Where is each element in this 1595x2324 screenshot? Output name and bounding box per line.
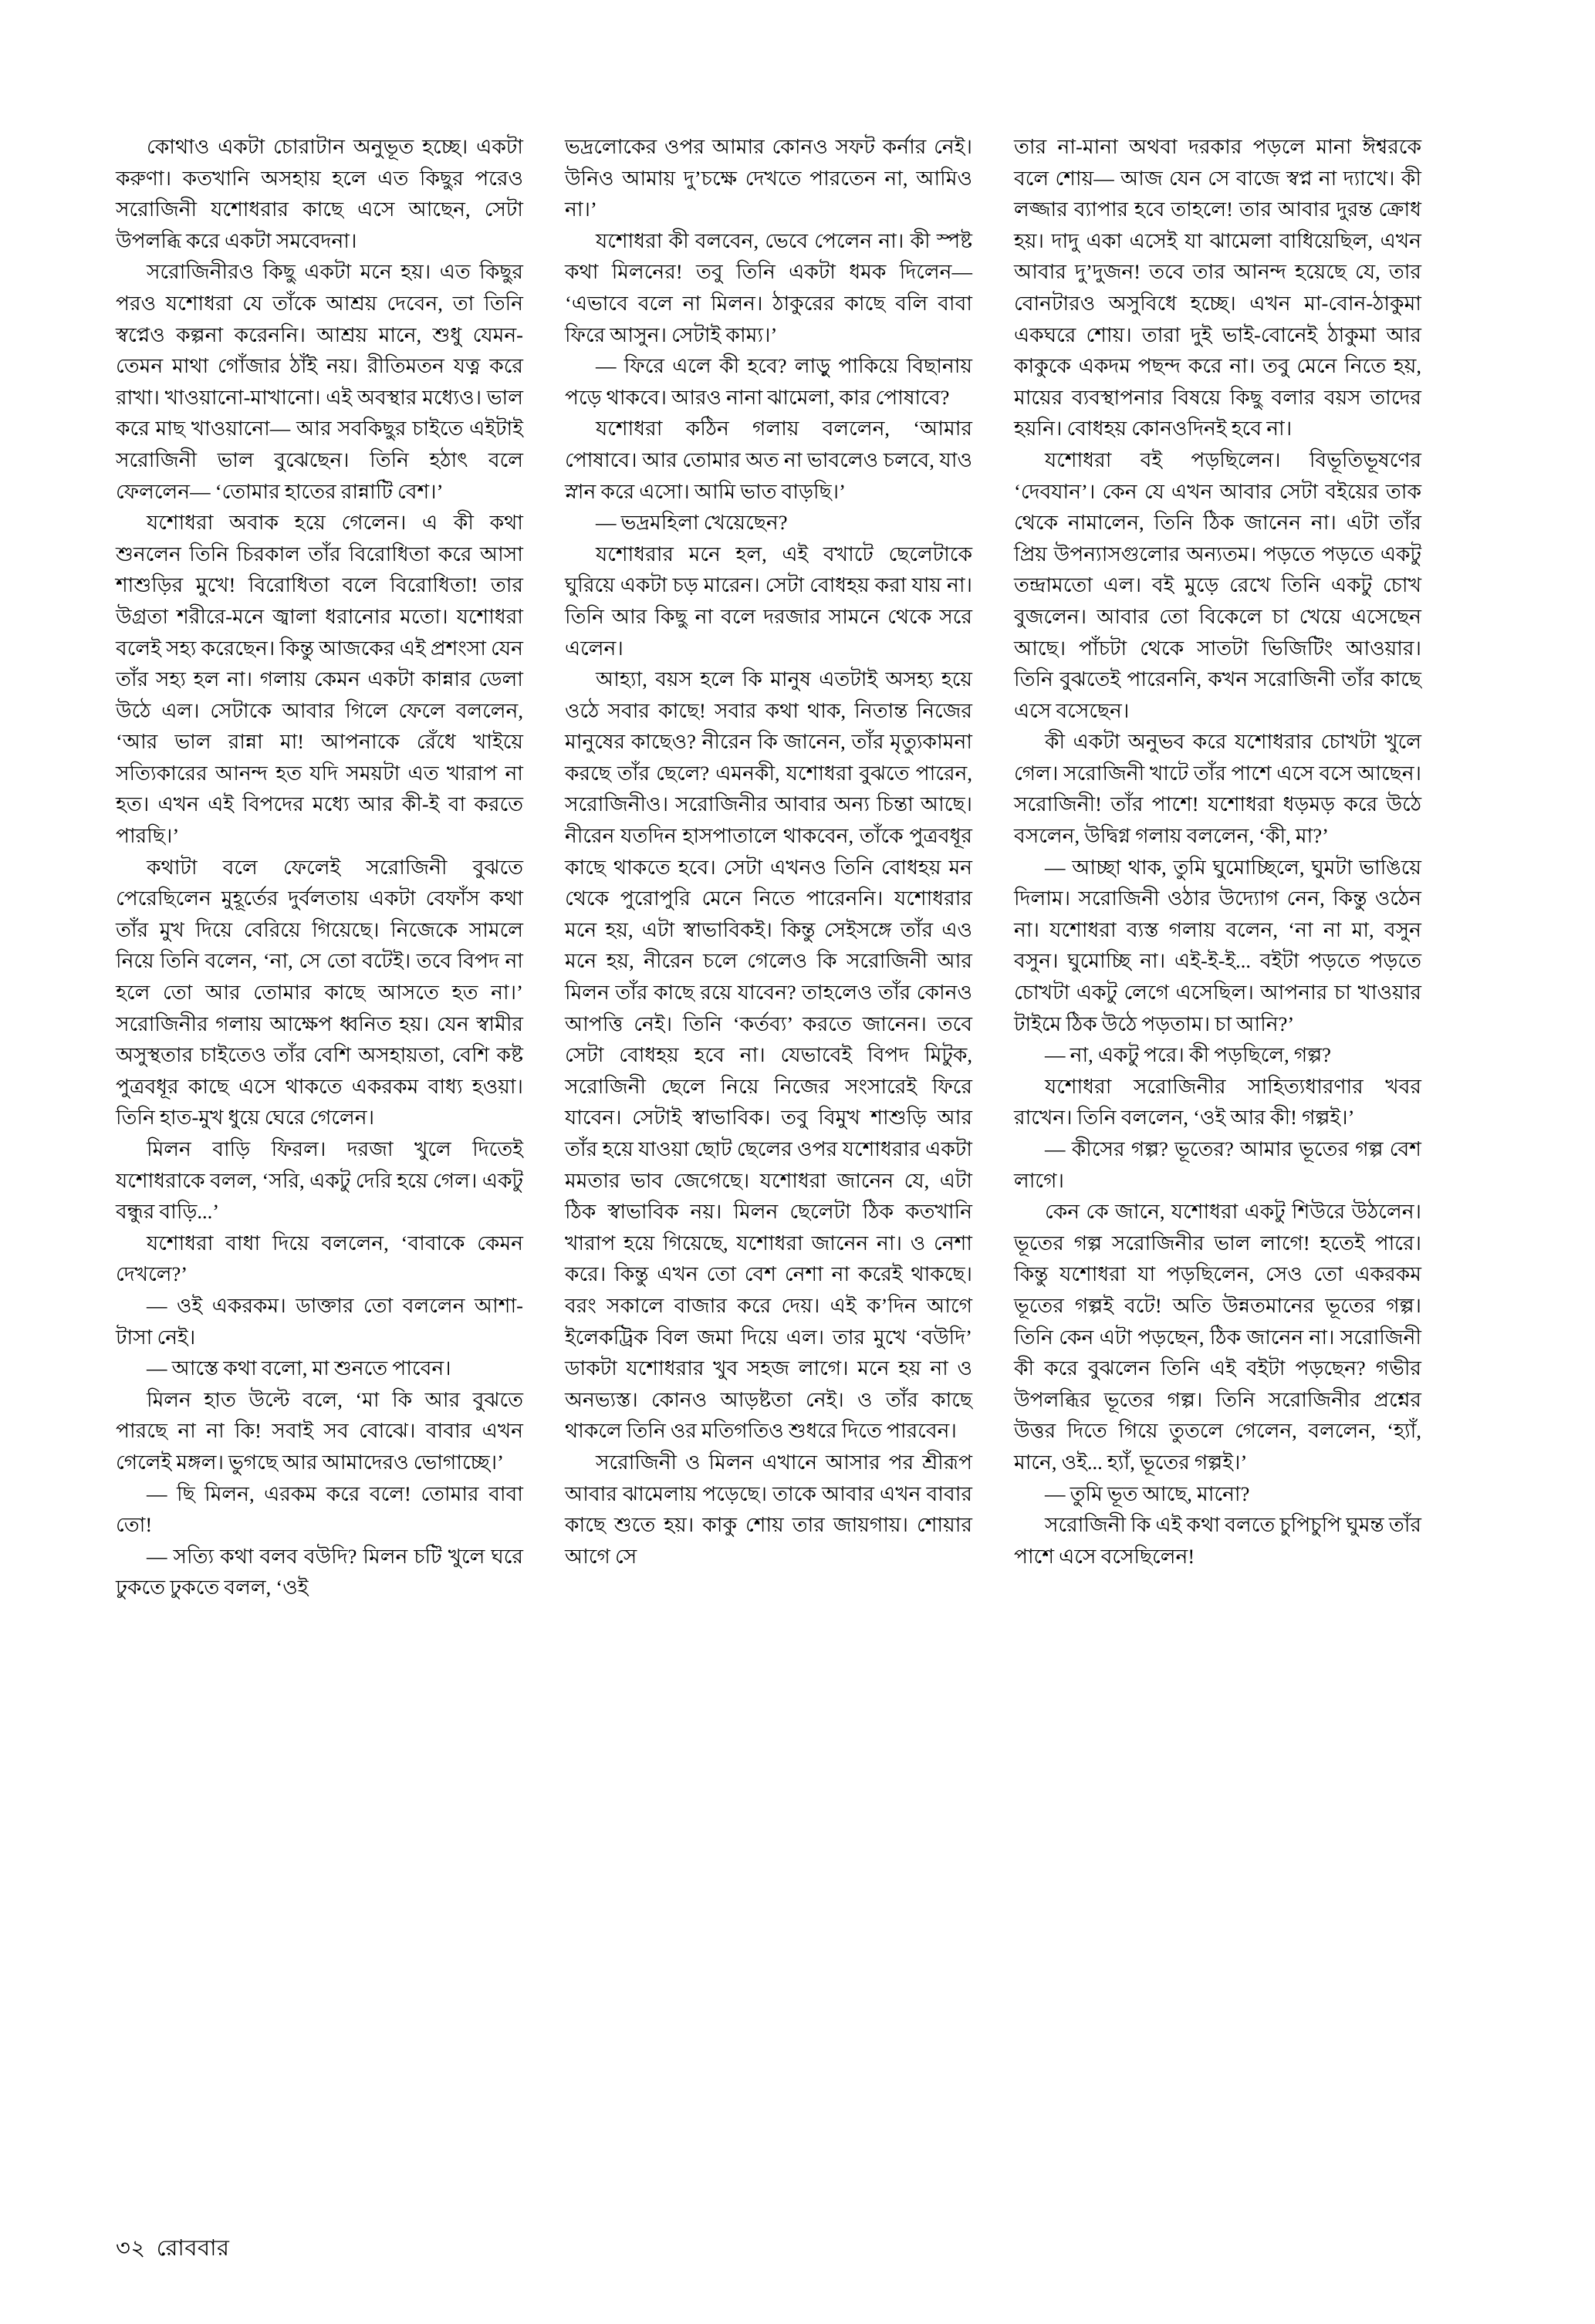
paragraph: সরোজিনী কি এই কথা বলতে চুপিচুপি ঘুমন্ত তাঁর পাশে এসে বসেছিলেন!	[1014, 1513, 1421, 1568]
column-1	[116, 131, 523, 2130]
paragraph: কী একটা অনুভব করে যশোধরার চোখটা খুলে গেল। সরোজিনী খাটে তাঁর পাশে এসে বসে আছেন। সরোজিনী! তাঁর পাশে! যশোধরা ধড়মড় করে উঠে বসলেন, উদ্বিগ্ন গলায় বললেন, ‘কী, মা?’	[1014, 730, 1421, 848]
paragraph-dialogue: — ছি মিলন, এরকম করে বলে! তোমার বাবা তো!	[116, 1481, 523, 1537]
column-2	[565, 131, 972, 2130]
paragraph-dialogue: — সত্যি কথা বলব বউদি? মিলন চটি খুলে ঘরে ঢুকতে ঢুকতে বলল, ‘ওই	[116, 1544, 523, 1599]
paragraph-dialogue: — তুমি ভূত আছে, মানো?	[1045, 1481, 1250, 1505]
paragraph: কেন কে জানে, যশোধরা একটু শিউরে উঠলেন। ভূতের গল্প সরোজিনীর ভাল লাগে! হতেই পারে। কিন্তু যশোধরা যা পড়ছিলেন, সেও তো একরকম ভূতের গল্পই বটে! অতি উন্নতমানের ভূতের গল্প। তিনি কেন এটা পড়ছেন, ঠিক জানেন না। সরোজিনী কী করে বুঝলেন তিনি এই বইটা পড়ছেন? গভীর উপলব্ধির ভূতের গল্প। তিনি সরোজিনীর প্রশ্নের উত্তর দিতে গিয়ে তুতলে গেলেন, বললেন, ‘হ্যাঁ, মানে, ওই... হ্যাঁ, ভূতের গল্পই।’	[1014, 1200, 1421, 1474]
paragraph: মিলন হাত উল্টে বলে, ‘মা কি আর বুঝতে পারছে না না কি! সবাই সব বোঝে। বাবার এখন গেলেই মঙ্গল। ভুগছে আর আমাদেরও ভোগাচ্ছে।’	[116, 1387, 523, 1474]
paragraph-dialogue: — ভদ্রমহিলা খেয়েছেন?	[596, 511, 788, 535]
page-footer	[116, 2231, 230, 2268]
publication-name: রোববার	[156, 2236, 230, 2261]
column-3	[1014, 131, 1421, 2130]
paragraph: কোথাও একটা চোরাটান অনুভূত হচ্ছে। একটা করুণা। কতখানি অসহায় হলে এত কিছুর পরেও সরোজিনী যশোধরার কাছে এসে আছেন, সেটা উপলব্ধি করে একটা সমবেদনা।	[116, 135, 523, 252]
paragraph: যশোধরার মনে হল, এই বখাটে ছেলেটাকে ঘুরিয়ে একটা চড় মারেন। সেটা বোধহয় করা যায় না। তিনি আর কিছু না বলে দরজার সামনে থেকে সরে এলেন।	[565, 542, 972, 660]
page-number: ৩২	[116, 2236, 146, 2261]
paragraph: যশোধরা বই পড়ছিলেন। বিভূতিভূষণের ‘দেবযান’। কেন যে এখন আবার সেটা বইয়ের তাক থেকে নামালেন, তিনি ঠিক জানেন না। এটা তাঁর প্রিয় উপন্যাসগুলোর অন্যতম। পড়তে পড়তে একটু তন্দ্রামতো এল। বই মুড়ে রেখে তিনি একটু চোখ বুজলেন। আবার তো বিকেলে চা খেয়ে এসেছেন আছে। পাঁচটা থেকে সাতটা ভিজিটিং আওয়ার। তিনি বুঝতেই পারেননি, কখন সরোজিনী তাঁর কাছে এসে বসেছেন।	[1014, 448, 1421, 722]
paragraph: সরোজিনীরও কিছু একটা মনে হয়। এত কিছুর পরও যশোধরা যে তাঁকে আশ্রয় দেবেন, তা তিনি স্বপ্নেও কল্পনা করেননি। আশ্রয় মানে, শুধু যেমন-তেমন মাথা গোঁজার ঠাঁই নয়। রীতিমতন যত্ন করে রাখা। খাওয়ানো-মাখানো। এই অবস্থার মধ্যেও। ভাল করে মাছ খাওয়ানো— আর সবকিছুর চাইতে এইটাই সরোজিনী ভাল বুঝেছেন। তিনি হঠাৎ বলে ফেললেন— ‘তোমার হাতের রান্নাটি বেশ।’	[116, 260, 523, 503]
paragraph-dialogue: — না, একটু পরে। কী পড়ছিলে, গল্প?	[1045, 1043, 1331, 1067]
paragraph: তার না-মানা অথবা দরকার পড়লে মানা ঈশ্বরকে বলে শোয়— আজ যেন সে বাজে স্বপ্ন না দ্যাখে। কী লজ্জার ব্যাপার হবে তাহলে! তার আবার দুরন্ত ক্রোধ হয়। দাদু একা এসেই যা ঝামেলা বাধিয়েছিল, এখন আবার দু’দুজন! তবে তার আনন্দ হয়েছে যে, তার বোনটারও অসুবিধে হচ্ছে। এখন মা-বোন-ঠাকুমা একঘরে শোয়। তারা দুই ভাই-বোনেই ঠাকুমা আর কাকুকে একদম পছন্দ করে না। তবু মেনে নিতে হয়, মায়ের ব্যবস্থাপনার বিষয়ে কিছু বলার বয়স তাদের হয়নি। বোধহয় কোনওদিনই হবে না।	[1014, 135, 1421, 441]
paragraph-dialogue: — ওই একরকম। ডাক্তার তো বললেন আশা-টাসা নেই।	[116, 1293, 523, 1349]
paragraph: ভদ্রলোকের ওপর আমার কোনও সফট কর্নার নেই। উনিও আমায় দু’চক্ষে দেখতে পারতেন না, আমিও না।’	[565, 135, 972, 221]
paragraph: মিলন বাড়ি ফিরল। দরজা খুলে দিতেই যশোধরাকে বলল, ‘সরি, একটু দেরি হয়ে গেল। একটু বন্ধুর বাড়ি...’	[116, 1137, 523, 1224]
paragraph-dialogue: — কীসের গল্প? ভূতের? আমার ভূতের গল্প বেশ লাগে।	[1014, 1137, 1421, 1192]
paragraph: যশোধরা সরোজিনীর সাহিত্যধারণার খবর রাখেন। তিনি বললেন, ‘ওই আর কী! গল্পই।’	[1014, 1074, 1421, 1130]
paragraph: যশোধরা বাধা দিয়ে বললেন, ‘বাবাকে কেমন দেখলে?’	[116, 1231, 523, 1286]
paragraph: আহ্যা, বয়স হলে কি মানুষ এতটাই অসহ্য হয়ে ওঠে সবার কাছে! সবার কথা থাক, নিতান্ত নিজের মানুষের কাছেও? নীরেন কি জানেন, তাঁর মৃত্যুকামনা করছে তাঁর ছেলে? এমনকী, যশোধরা বুঝতে পারেন, সরোজিনীও। সরোজিনীর আবার অন্য চিন্তা আছে। নীরেন যতদিন হাসপাতালে থাকবেন, তাঁকে পুত্রবধূর কাছে থাকতে হবে। সেটা এখনও তিনি বোধহয় মন থেকে পুরোপুরি মেনে নিতে পারেননি। যশোধরার মনে হয়, এটা স্বাভাবিকই। কিন্তু সেইসঙ্গে তাঁর এও মনে হয়, নীরেন চলে গেলেও কি সরোজিনী আর মিলন তাঁর কাছে রয়ে যাবেন? তাহলেও তাঁর কোনও আপত্তি নেই। তিনি ‘কর্তব্য’ করতে জানেন। তবে সেটা বোধহয় হবে না। যেভাবেই বিপদ মিটুক, সরোজিনী ছেলে নিয়ে নিজের সংসারেই ফিরে যাবেন। সেটাই স্বাভাবিক। তবু বিমুখ শাশুড়ি আর তাঁর হয়ে যাওয়া ছোট ছেলের ওপর যশোধরার একটা মমতার ভাব জেগেছে। যশোধরা জানেন যে, এটা ঠিক স্বাভাবিক নয়। মিলন ছেলেটা ঠিক কতখানি খারাপ হয়ে গিয়েছে, যশোধরা জানেন না। ও নেশা করে। কিন্তু এখন তো বেশ নেশা না করেই থাকছে। বরং সকালে বাজার করে দেয়। এই ক’দিন আগে ইলেকট্রিক বিল জমা দিয়ে এল। তার মুখে ‘বউদি’ ডাকটা যশোধরার খুব সহজ লাগে। মনে হয় না ও অনভ্যস্ত। কোনও আড়ষ্টতা নেই। ও তাঁর কাছে থাকলে তিনি ওর মতিগতিও শুধরে দিতে পারবেন।	[565, 667, 972, 1443]
paragraph: — আচ্ছা থাক, তুমি ঘুমোচ্ছিলে, ঘুমটা ভাঙিয়ে দিলাম। সরোজিনী ওঠার উদ্যোগ নেন, কিন্তু ওঠেন না। যশোধরা ব্যস্ত গলায় বলেন, ‘না না মা, বসুন বসুন। ঘুমোচ্ছি না। এই-ই-ই... বইটা পড়তে পড়তে চোখটা একটু লেগে এসেছিল। আপনার চা খাওয়ার টাইমে ঠিক উঠে পড়তাম। চা আনি?’	[1014, 855, 1421, 1035]
paragraph-dialogue: — ফিরে এলে কী হবে? লাড়ু পাকিয়ে বিছানায় পড়ে থাকবে। আরও নানা ঝামেলা, কার পোষাবে?	[565, 354, 972, 409]
paragraph: যশোধরা কী বলবেন, ভেবে পেলেন না। কী স্পষ্ট কথা মিলনের! তবু তিনি একটা ধমক দিলেন— ‘এভাবে বলে না মিলন। ঠাকুরের কাছে বলি বাবা ফিরে আসুন। সেটাই কাম্য।’	[565, 228, 972, 346]
paragraph-dialogue: — আস্তে কথা বলো, মা শুনতে পাবেন।	[147, 1356, 451, 1380]
paragraph: সরোজিনী ও মিলন এখানে আসার পর শ্রীরূপ আবার ঝামেলায় পড়েছে। তাকে আবার এখন বাবার কাছে শুতে হয়। কাকু শোয় তার জায়গায়। শোয়ার আগে সে	[565, 1450, 972, 1568]
paragraph: যশোধরা কঠিন গলায় বললেন, ‘আমার পোষাবে। আর তোমার অত না ভাবলেও চলবে, যাও স্নান করে এসো। আমি ভাত বাড়ছি।’	[565, 417, 972, 503]
text-columns	[116, 131, 1479, 2130]
paragraph: কথাটা বলে ফেলেই সরোজিনী বুঝতে পেরেছিলেন মুহূর্তের দুর্বলতায় একটা বেফাঁস কথা তাঁর মুখ দিয়ে বেরিয়ে গিয়েছে। নিজেকে সামলে নিয়ে তিনি বলেন, ‘না, সে তো বটেই। তবে বিপদ না হলে তো আর তোমার কাছে আসতে হত না।’ সরোজিনীর গলায় আক্ষেপ ধ্বনিত হয়। যেন স্বামীর অসুস্থতার চাইতেও তাঁর বেশি অসহায়তা, বেশি কষ্ট পুত্রবধূর কাছে এসে থাকতে একরকম বাধ্য হওয়া। তিনি হাত-মুখ ধুয়ে ঘেরে গেলেন।	[116, 855, 523, 1130]
paragraph: যশোধরা অবাক হয়ে গেলেন। এ কী কথা শুনলেন তিনি চিরকাল তাঁর বিরোধিতা করে আসা শাশুড়ির মুখে! বিরোধিতা বলে বিরোধিতা! তার উগ্রতা শরীরে-মনে জ্বালা ধরানোর মতো। যশোধরা বলেই সহ্য করেছেন। কিন্তু আজকের এই প্রশংসা যেন তাঁর সহ্য হল না। গলায় কেমন একটা কান্নার ডেলা উঠে এল। সেটাকে আবার গিলে ফেলে বললেন, ‘আর ভাল রান্না মা! আপনাকে রেঁধে খাইয়ে সত্যিকারের আনন্দ হত যদি সময়টা এত খারাপ না হত। এখন এই বিপদের মধ্যে আর কী-ই বা করতে পারছি।’	[116, 511, 523, 848]
